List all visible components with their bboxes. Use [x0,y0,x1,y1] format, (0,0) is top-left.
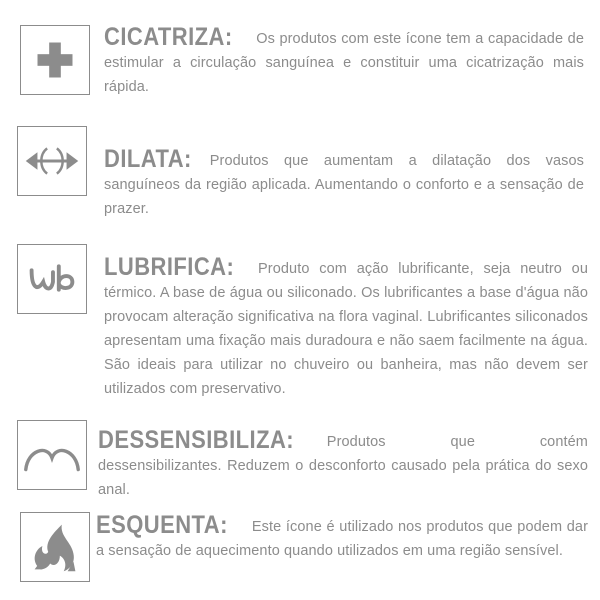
entry-text [104,25,584,99]
entry-description: Produtos que aumentam a dilatação dos vasos sanguíneos da região aplicada. Aumentando o conforto e a sensação de prazer. [104,153,584,217]
entry-title: ESQUENTA: [96,511,228,539]
lub-icon [17,244,87,314]
entry-text [96,513,588,563]
entry-description: Os produtos com este ícone tem a capacidade de estimular a circulação sanguínea e constituir uma cicatrização mais rápida. [104,31,584,95]
entry-title: DILATA: [104,145,192,173]
entry-text [104,147,584,221]
entry-description: Produtos que contém dessensibilizantes. Reduzem o desconforto causado pela prática do sexo anal. [98,434,588,498]
entry-text [98,428,588,502]
entry-description: Este ícone é utilizado nos produtos que podem dar a sensação de aquecimento quando utilizados em uma região sensível. [96,519,588,559]
entry-title: DESSENSIBILIZA: [98,426,295,454]
entry-title: LUBRIFICA: [104,253,235,281]
entry-description: Produto com ação lubrificante, seja neutro ou térmico. A base de água ou siliconado. Os lubrificantes a base d'água não provocam alteração significativa na flora vaginal. Lubrificantes siliconados apresentam uma fixação mais duradoura e não saem facilmente na água. São ideais para utilizar no chuveiro ou banheira, mas não devem ser utilizados com preservativo. [104,261,588,397]
dilate-arrows-icon [17,126,87,196]
entry-title: CICATRIZA: [104,23,233,51]
cross-icon [20,25,90,95]
entry-text [104,255,588,401]
flame-icon [20,512,90,582]
desensitize-icon [17,420,87,490]
